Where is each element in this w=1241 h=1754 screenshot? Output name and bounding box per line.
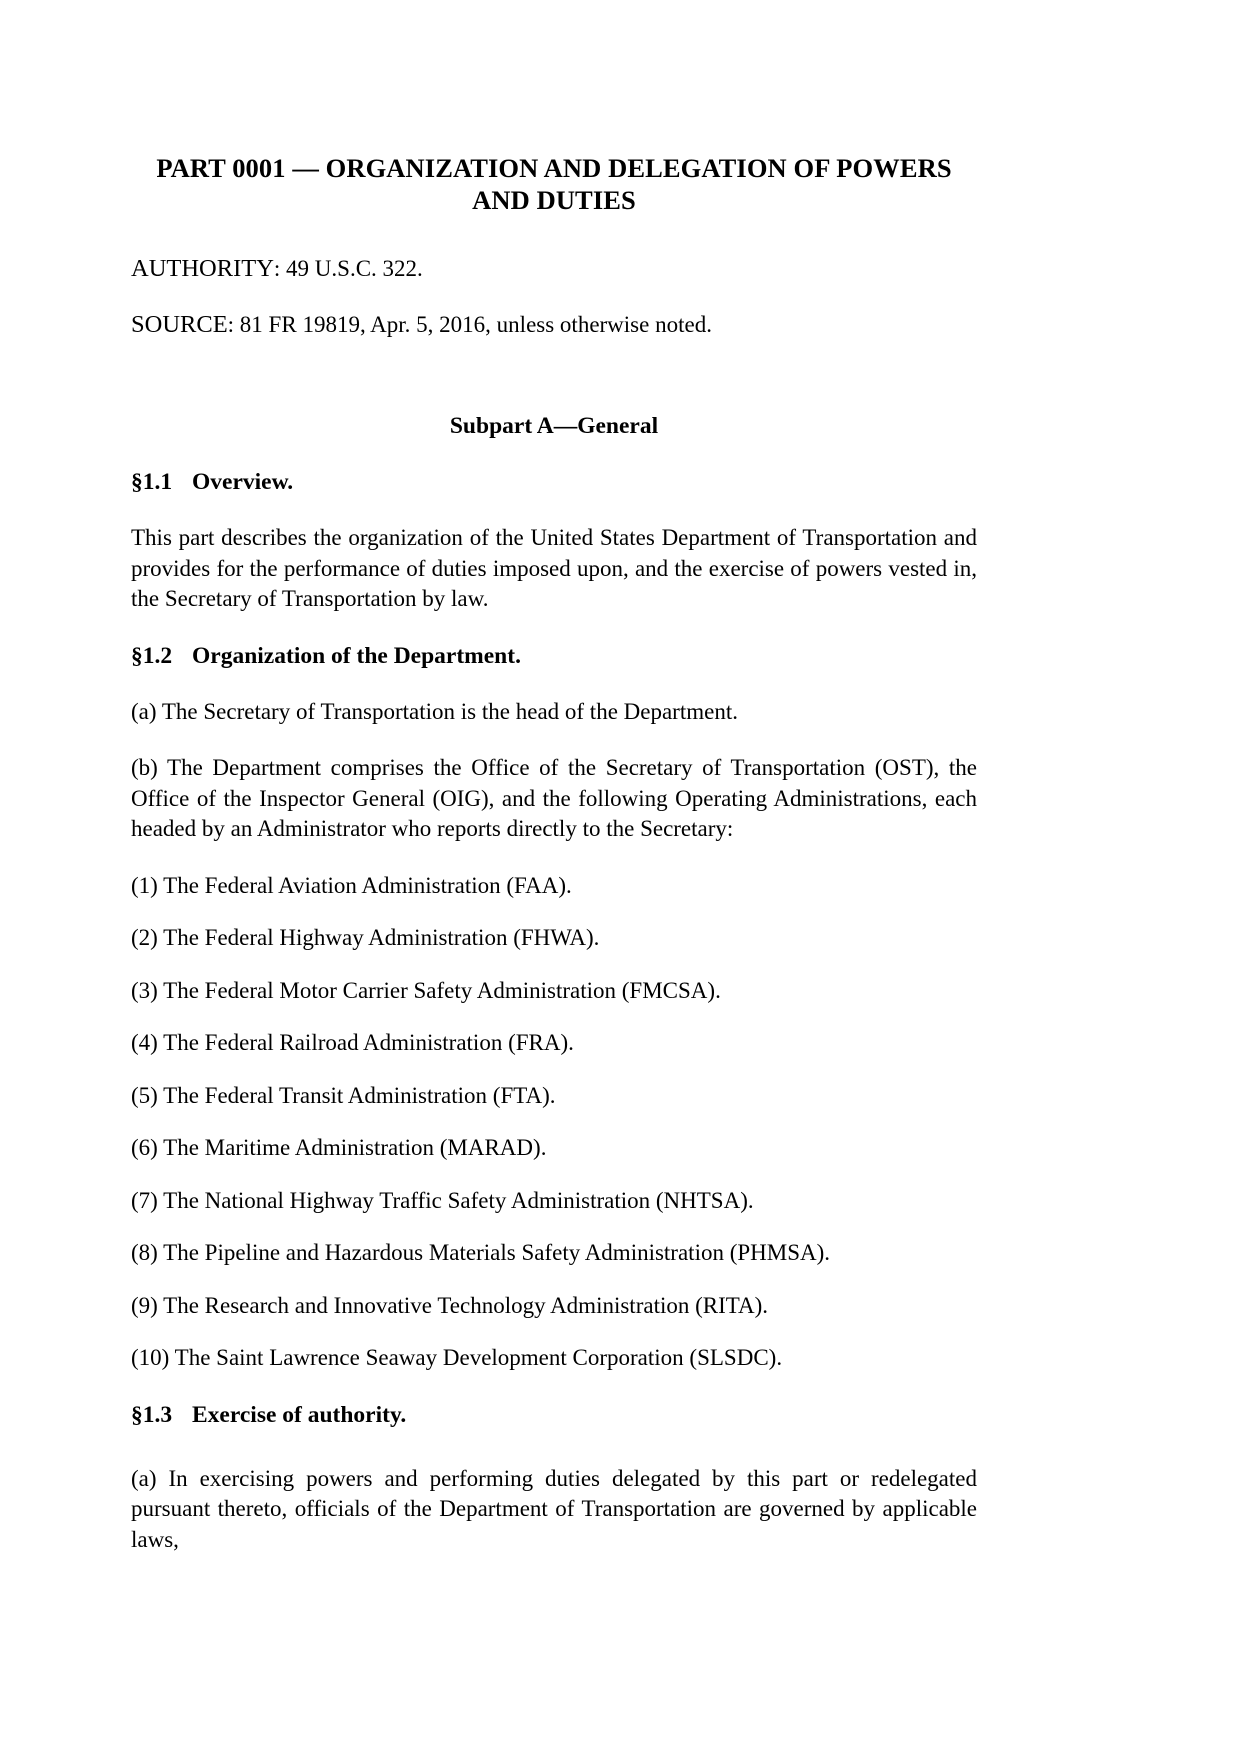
authority-line <box>131 216 977 284</box>
section-1-1-paragraph-1: This part describes the organization of the United States Department of Transportation and provides for the performance of duties imposed upon, and the exercise of powers vested in, the Secretary of Transportation by law. <box>131 525 977 611</box>
section-1-2-paragraph-a: (a) The Secretary of Transportation is the head of the Department. <box>131 698 738 724</box>
source-label: SOURCE <box>131 311 228 338</box>
list-item: (8) The Pipeline and Hazardous Materials Safety Administration (PHMSA). <box>131 1240 831 1265</box>
subpart-heading: Subpart A—General <box>449 413 659 439</box>
authority-label: AUTHORITY <box>131 255 274 282</box>
authority-text: : 49 U.S.C. 322. <box>273 256 423 281</box>
section-title-1-2: Organization of the Department. <box>192 642 521 669</box>
section-1-3-paragraph-a: (a) In exercising powers and performing duties delegated by this part or redelegated pursuant thereto, officials of the Department of Transportation are governed by applicable laws, <box>131 1465 977 1552</box>
section-heading-1-1 <box>131 441 977 497</box>
list-item: (3) The Federal Motor Carrier Safety Administration (FMCSA). <box>131 977 721 1003</box>
page-title-line-1: PART 0001 — ORGANIZATION AND DELEGATION OF POWERS <box>156 153 952 183</box>
section-1-2-paragraph-b: (b) The Department comprises the Office of the Secretary of Transportation (OST), the Office of the Inspector General (OIG), and the following Operating Administrations, each headed by an Administrator who reports directly to the Secretary: <box>131 755 977 841</box>
section-heading-1-3 <box>131 1374 977 1430</box>
section-title-1-3: Exercise of authority. <box>192 1401 407 1428</box>
list-item: (5) The Federal Transit Administration (FTA). <box>131 1082 556 1108</box>
source-text: : 81 FR 19819, Apr. 5, 2016, unless otherwise noted. <box>227 312 712 337</box>
list-item: (6) The Maritime Administration (MARAD). <box>131 1135 547 1160</box>
list-item: (1) The Federal Aviation Administration (FAA). <box>131 872 572 898</box>
list-item: (9) The Research and Innovative Technology Administration (RITA). <box>131 1292 768 1318</box>
section-number-1-1: §1.1 <box>131 469 173 495</box>
page-content <box>131 0 977 1555</box>
list-item: (10) The Saint Lawrence Seaway Development Corporation (SLSDC). <box>131 1345 783 1370</box>
list-item: (7) The National Highway Traffic Safety Administration (NHTSA). <box>131 1187 754 1213</box>
page-title <box>131 0 977 216</box>
list-item: (2) The Federal Highway Administration (FHWA). <box>131 925 600 950</box>
section-heading-1-2 <box>131 615 977 671</box>
section-number-1-2: §1.2 <box>131 642 173 669</box>
section-title-1-1: Overview. <box>192 469 294 495</box>
source-line <box>131 284 977 340</box>
list-item: (4) The Federal Railroad Administration (FRA). <box>131 1030 574 1055</box>
page-title-line-2: AND DUTIES <box>472 185 636 215</box>
section-number-1-3: §1.3 <box>131 1401 173 1428</box>
